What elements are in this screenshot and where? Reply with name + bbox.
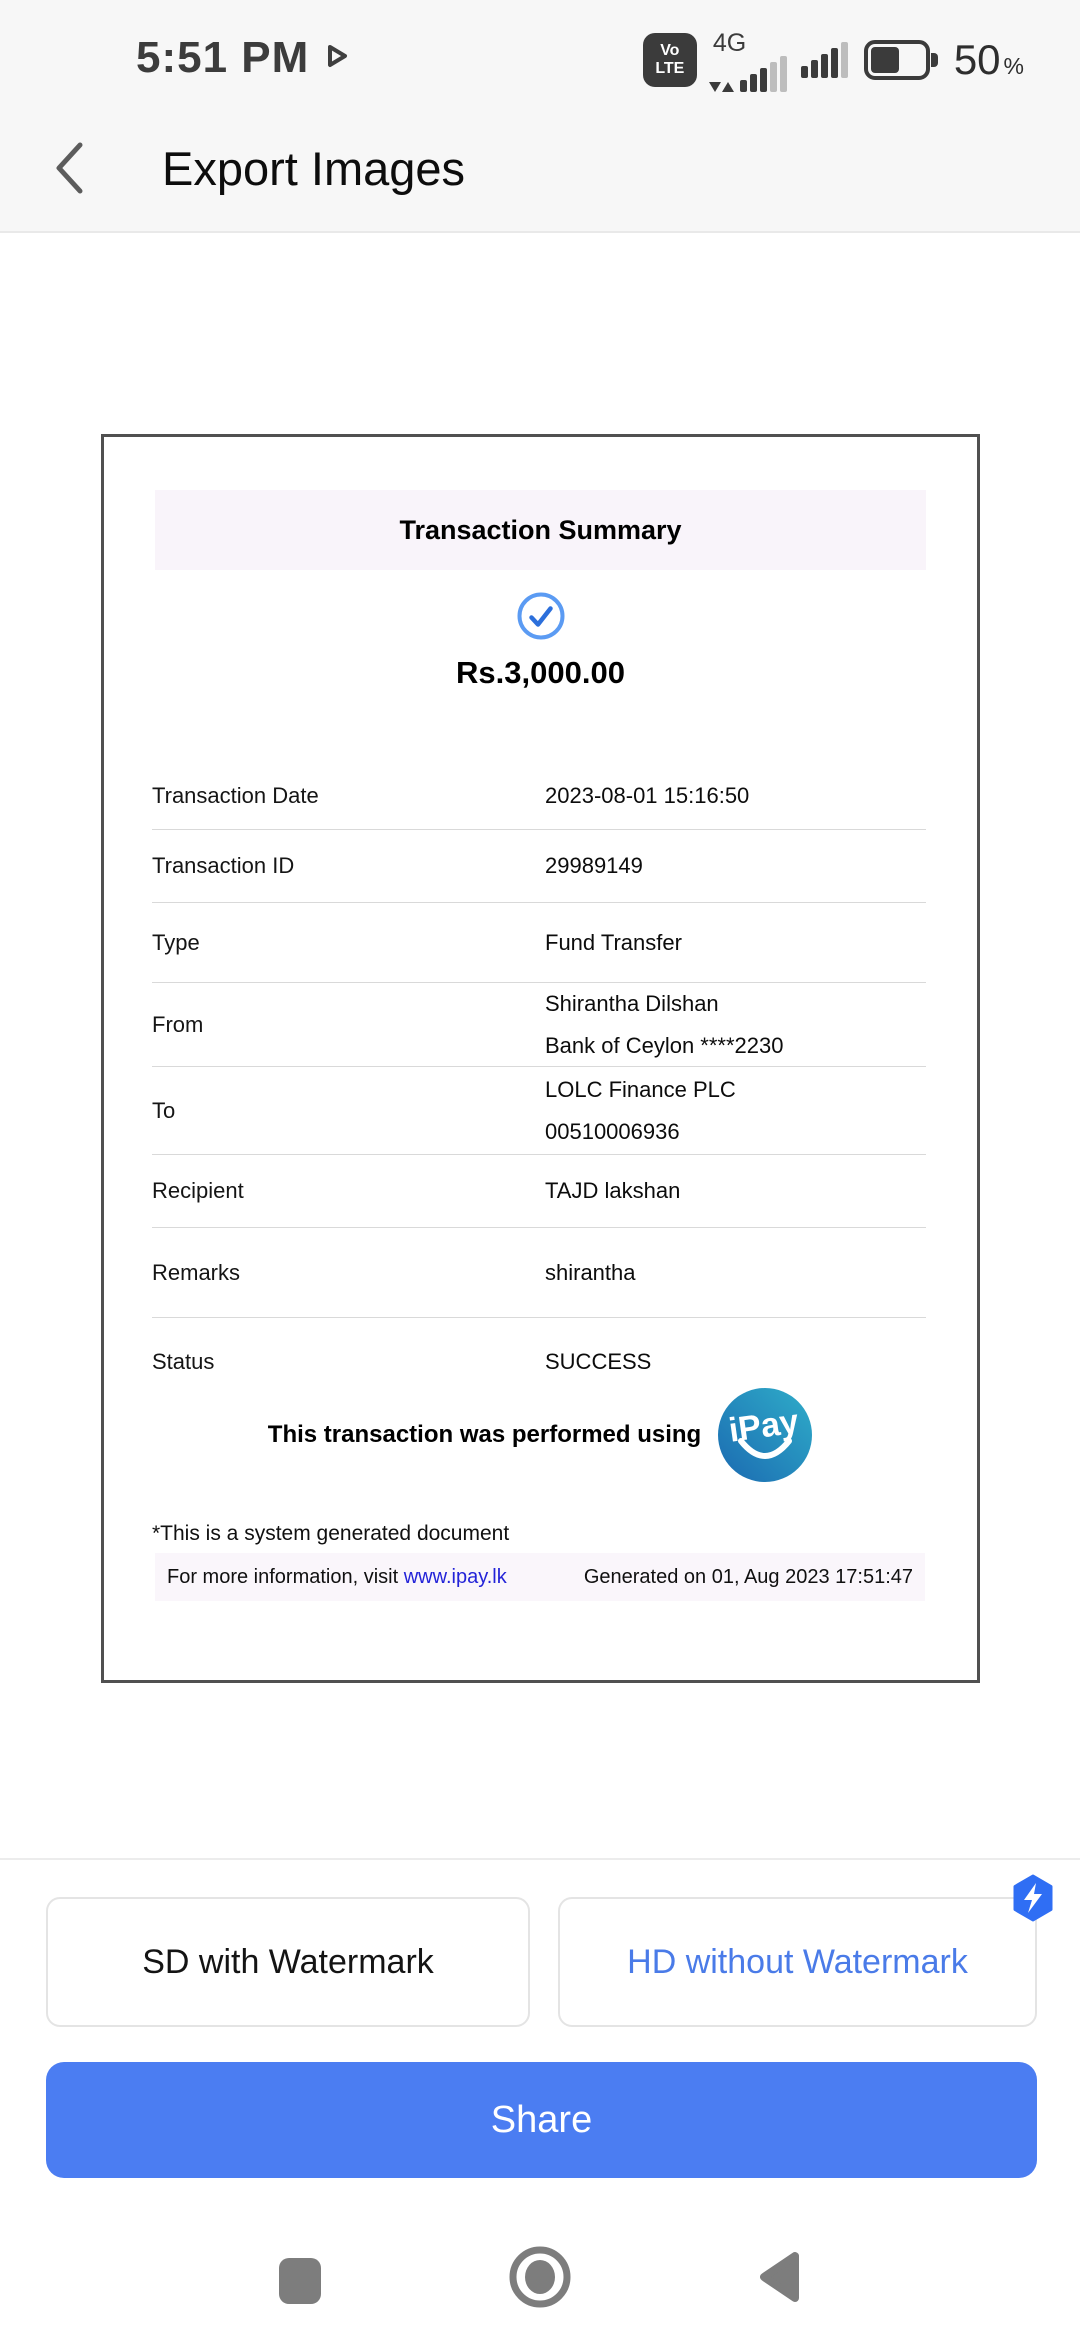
table-row [152,1155,926,1228]
receipt-footer-band [155,1553,925,1601]
info-text [167,1566,507,1589]
bottom-panel-divider [0,1858,1080,1860]
row-value-line1: Shirantha Dilshan [545,990,719,1016]
signal-sim1-icon [709,29,787,92]
ipay-logo [717,1387,813,1483]
data-activity-icon [709,82,734,92]
status-bar-right [643,26,1024,94]
row-value: Fund Transfer [545,929,682,955]
lightning-premium-icon [1011,1874,1055,1922]
system-generated-note: *This is a system generated document [152,1522,510,1545]
receipt-card [101,434,980,1683]
performed-using-text: This transaction was performed using [267,1421,702,1448]
share-button[interactable]: Share [46,2062,1037,2178]
row-value: 2023-08-01 15:16:50 [545,783,750,808]
row-value-line2: 00510006936 [545,1118,680,1144]
network-type-label: 4G [712,28,747,57]
performed-using-note [104,1387,977,1483]
generated-timestamp: Generated on 01, Aug 2023 17:51:47 [583,1565,913,1588]
volte-label-bottom: LTE [655,60,685,77]
receipt-title-band: Transaction Summary [155,490,926,570]
success-check-icon [104,591,977,641]
sd-with-watermark-button[interactable]: SD with Watermark [46,1897,530,2027]
table-row [152,830,926,903]
volte-label-top: Vo [660,42,680,59]
battery-percent: 50 % [953,36,1024,83]
nav-home-button[interactable] [506,2243,574,2311]
row-value: SUCCESS [545,1349,652,1374]
row-value: TAJD lakshan [545,1178,681,1203]
row-label: Type [152,929,200,955]
info-prefix: For more information, visit [167,1565,404,1588]
page-title: Export Images [162,141,466,195]
table-row [152,903,926,983]
row-value [545,992,784,1058]
row-value [545,1078,736,1144]
receipt-table [152,763,926,1406]
row-value: shirantha [545,1259,636,1285]
volte-icon [643,33,697,87]
row-value-line1: LOLC Finance PLC [545,1076,736,1102]
hd-without-watermark-button[interactable]: HD without Watermark [558,1897,1037,2027]
status-bar-left [136,30,349,86]
transaction-amount: Rs.3,000.00 [456,655,625,690]
row-label: Transaction ID [152,853,295,878]
row-label: To [152,1097,176,1123]
row-label: Status [152,1349,215,1374]
table-row [152,763,926,830]
ipay-logo-text: iPay [726,1402,802,1450]
row-label: Remarks [152,1259,241,1285]
nav-back-button[interactable] [755,2249,801,2305]
row-label: Recipient [152,1178,244,1203]
top-header-area [0,0,1080,233]
app-bar [0,116,1080,220]
row-label: Transaction Date [152,783,319,808]
battery-icon [864,40,940,80]
back-button[interactable] [52,140,86,196]
table-row [152,1228,926,1318]
chevron-left-icon [52,140,86,196]
nav-recents-button[interactable] [279,2258,321,2304]
row-label: From [152,1011,204,1037]
row-value-line2: Bank of Ceylon ****2230 [545,1032,784,1058]
row-value: 29989149 [545,853,643,878]
play-triangle-icon [325,42,349,75]
ipay-link: www.ipay.lk [403,1565,507,1588]
table-row [152,983,926,1067]
table-row [152,1067,926,1155]
signal-sim2-icon [801,42,848,78]
status-time: 5:51 PM [136,33,310,82]
